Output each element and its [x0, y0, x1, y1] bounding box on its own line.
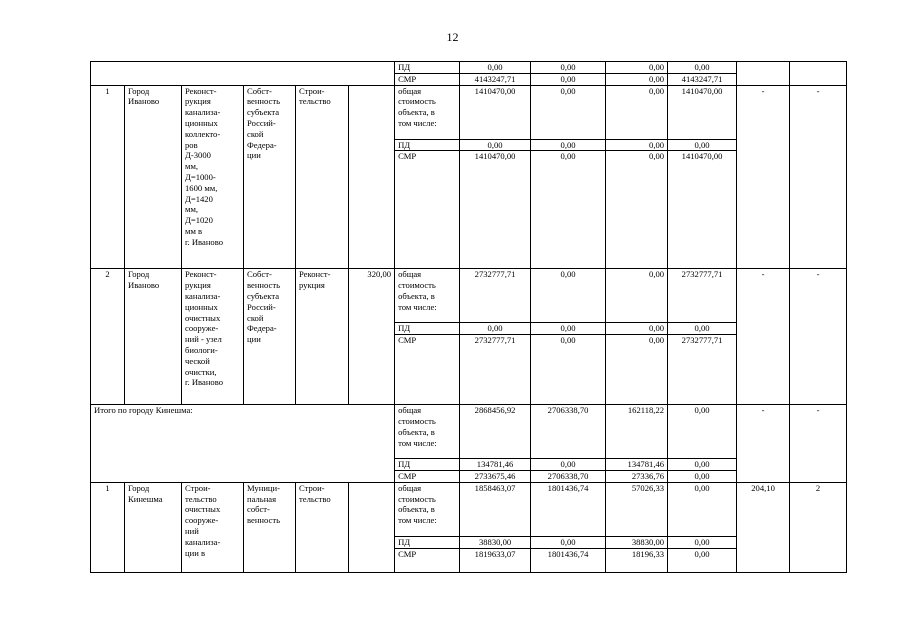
- extra-cell: -: [790, 85, 847, 269]
- value-cell: 0,00: [531, 73, 606, 85]
- value-cell: 0,00: [531, 536, 606, 548]
- cost-type-cell: СМР: [395, 335, 460, 405]
- value-cell: 0,00: [531, 269, 606, 323]
- extra-cell: 204,10: [737, 482, 790, 572]
- value-cell: 1410470,00: [668, 151, 737, 269]
- work-type-cell: Реконст- рукция: [296, 269, 349, 405]
- value-cell: 1410470,00: [460, 85, 531, 139]
- value-cell: 0,00: [606, 139, 668, 151]
- value-cell: 0,00: [531, 139, 606, 151]
- city-cell: Город Иваново: [125, 85, 182, 269]
- row-number: 1: [91, 482, 125, 572]
- object-name-cell: Реконст- рукция канализа- ционных очистных сооруже- ний - узел биологи- ческой очистки, г. Иваново: [182, 269, 244, 405]
- value-cell: 134781,46: [460, 459, 531, 471]
- value-cell: 0,00: [606, 151, 668, 269]
- table-row: [91, 482, 847, 536]
- value-cell: 0,00: [668, 323, 737, 335]
- value-cell: 0,00: [460, 323, 531, 335]
- table-row: [91, 85, 847, 139]
- cost-type-cell: ПД: [395, 459, 460, 471]
- table-row: [91, 405, 847, 459]
- value-cell: 162118,22: [606, 405, 668, 459]
- table-row: [91, 62, 847, 74]
- value-cell: 2733675,46: [460, 470, 531, 482]
- row-number: 1: [91, 85, 125, 269]
- ownership-cell: Собст- венность субъекта Россий- ской Федера- ции: [244, 269, 296, 405]
- investment-table: [90, 61, 847, 573]
- value-cell: 2732777,71: [460, 335, 531, 405]
- value-cell: 27336,76: [606, 470, 668, 482]
- value-cell: 0,00: [531, 459, 606, 471]
- value-cell: 0,00: [668, 548, 737, 572]
- value-cell: 2732777,71: [668, 335, 737, 405]
- value-cell: 0,00: [460, 139, 531, 151]
- cost-type-cell: общая стоимость объекта, в том числе:: [395, 269, 460, 323]
- empty-cell: [737, 62, 790, 86]
- capacity-cell: [349, 482, 395, 572]
- value-cell: 2732777,71: [668, 269, 737, 323]
- value-cell: 0,00: [668, 459, 737, 471]
- value-cell: 1801436,74: [531, 548, 606, 572]
- extra-cell: -: [737, 405, 790, 483]
- value-cell: 38830,00: [606, 536, 668, 548]
- extra-cell: -: [790, 405, 847, 483]
- table-row: [91, 269, 847, 323]
- cost-type-cell: ПД: [395, 536, 460, 548]
- value-cell: 18196,33: [606, 548, 668, 572]
- value-cell: 4143247,71: [668, 73, 737, 85]
- cost-type-cell: СМР: [395, 151, 460, 269]
- value-cell: 134781,46: [606, 459, 668, 471]
- value-cell: 2706338,70: [531, 470, 606, 482]
- capacity-cell: 320,00: [349, 269, 395, 405]
- value-cell: 4143247,71: [460, 73, 531, 85]
- value-cell: 1858463,07: [460, 482, 531, 536]
- city-cell: Город Кинешма: [125, 482, 182, 572]
- cost-type-cell: СМР: [395, 548, 460, 572]
- capacity-cell: [349, 85, 395, 269]
- ownership-cell: Муници- пальная собст- венность: [244, 482, 296, 572]
- empty-cell: [91, 62, 395, 86]
- value-cell: 0,00: [668, 405, 737, 459]
- value-cell: 2732777,71: [460, 269, 531, 323]
- city-cell: Город Иваново: [125, 269, 182, 405]
- value-cell: 0,00: [668, 62, 737, 74]
- object-name-cell: Строи- тельство очистных сооруже- ний канализа- ции в: [182, 482, 244, 572]
- row-number: 2: [91, 269, 125, 405]
- extra-cell: -: [737, 269, 790, 405]
- value-cell: 1819633,07: [460, 548, 531, 572]
- cost-type-cell: ПД: [395, 62, 460, 74]
- value-cell: 1410470,00: [668, 85, 737, 139]
- cost-type-cell: общая стоимость объекта, в том числе:: [395, 85, 460, 139]
- page-number: 12: [446, 30, 459, 44]
- value-cell: 0,00: [531, 335, 606, 405]
- subtotal-label: Итого по городу Кинешма:: [91, 405, 395, 483]
- extra-cell: -: [737, 85, 790, 269]
- extra-cell: -: [790, 269, 847, 405]
- value-cell: 1410470,00: [460, 151, 531, 269]
- cost-type-cell: ПД: [395, 139, 460, 151]
- value-cell: 0,00: [606, 73, 668, 85]
- value-cell: 0,00: [606, 335, 668, 405]
- value-cell: 0,00: [606, 323, 668, 335]
- work-type-cell: Строи- тельство: [296, 482, 349, 572]
- cost-type-cell: ПД: [395, 323, 460, 335]
- value-cell: 0,00: [460, 62, 531, 74]
- value-cell: 0,00: [606, 85, 668, 139]
- object-name-cell: Реконст- рукция канализа- ционных коллекто- ров Д-3000 мм, Д=1000- 1600 мм, Д=1420 мм, Д=1020 мм в г. Иваново: [182, 85, 244, 269]
- value-cell: 1801436,74: [531, 482, 606, 536]
- value-cell: 0,00: [531, 323, 606, 335]
- value-cell: 0,00: [531, 151, 606, 269]
- value-cell: 2868456,92: [460, 405, 531, 459]
- value-cell: 0,00: [531, 85, 606, 139]
- value-cell: 2706338,70: [531, 405, 606, 459]
- value-cell: 38830,00: [460, 536, 531, 548]
- cost-type-cell: СМР: [395, 470, 460, 482]
- ownership-cell: Собст- венность субъекта Россий- ской Федера- ции: [244, 85, 296, 269]
- cost-type-cell: общая стоимость объекта, в том числе:: [395, 482, 460, 536]
- value-cell: 0,00: [668, 536, 737, 548]
- value-cell: 0,00: [606, 269, 668, 323]
- value-cell: 0,00: [668, 470, 737, 482]
- empty-cell: [790, 62, 847, 86]
- cost-type-cell: СМР: [395, 73, 460, 85]
- value-cell: 57026,33: [606, 482, 668, 536]
- extra-cell: 2: [790, 482, 847, 572]
- value-cell: 0,00: [668, 139, 737, 151]
- work-type-cell: Строи- тельство: [296, 85, 349, 269]
- value-cell: 0,00: [606, 62, 668, 74]
- cost-type-cell: общая стоимость объекта, в том числе:: [395, 405, 460, 459]
- value-cell: 0,00: [668, 482, 737, 536]
- value-cell: 0,00: [531, 62, 606, 74]
